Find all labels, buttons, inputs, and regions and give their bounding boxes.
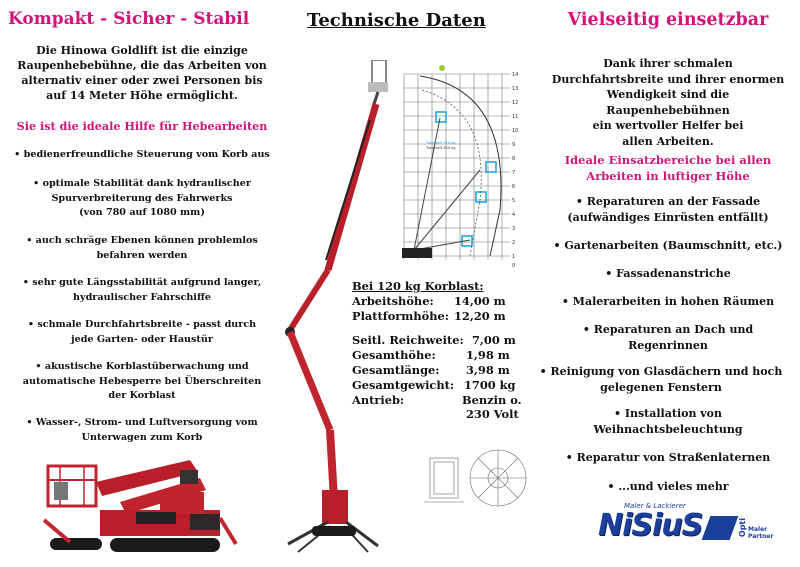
feature-bullet bbox=[8, 360, 276, 404]
bullet-line: (von 780 auf 1080 mm) bbox=[79, 207, 205, 218]
y-tick: 10 bbox=[512, 128, 519, 134]
spec-label: Gesamtgewicht: bbox=[352, 377, 455, 392]
bullet-line: • Reparatur von Straßenlaternen bbox=[565, 451, 771, 464]
spec-row bbox=[352, 294, 522, 309]
y-tick: 2 bbox=[512, 240, 516, 246]
feature-bullet bbox=[8, 318, 276, 347]
bullet-line: • Malerarbeiten in hohen Räumen bbox=[561, 295, 775, 308]
y-tick: 11 bbox=[512, 114, 519, 120]
folded-lift-photo bbox=[40, 452, 240, 558]
bullet-line: • akustische Korblastüberwachung und bbox=[35, 361, 249, 372]
right-intro bbox=[540, 56, 796, 149]
bullet-line: • sehr gute Längsstabilität aufgrund langer, bbox=[22, 277, 262, 288]
spec-value: 1700 kg bbox=[464, 377, 516, 392]
bullet-line: hydraulischer Fahrschiffe bbox=[73, 291, 211, 303]
y-tick: 0 bbox=[512, 263, 516, 269]
logo-name: NiSiuS bbox=[598, 508, 703, 543]
bullet-line: der Korblast bbox=[108, 390, 176, 401]
left-subhead: Sie ist die ideale Hilfe für Hebearbeiten bbox=[16, 119, 268, 133]
spec-row bbox=[352, 309, 522, 324]
use-bullet bbox=[540, 294, 796, 310]
spec-row bbox=[352, 393, 522, 408]
use-bullet bbox=[534, 238, 800, 254]
feature-bullet bbox=[8, 276, 276, 305]
bullet-line: • Reparaturen an Dach und bbox=[582, 323, 754, 336]
intro-line: Raupenhebebühnen bbox=[606, 103, 730, 117]
spec-value: Benzin o. bbox=[462, 392, 522, 407]
bullet-line: Unterwagen zum Korb bbox=[81, 431, 203, 443]
logo-tagline: Maler & Lackierer bbox=[624, 502, 686, 510]
use-bullet bbox=[540, 266, 796, 282]
spec-label: Seitl. Reichweite: bbox=[352, 333, 464, 348]
spec-value: 14,00 m bbox=[454, 293, 506, 308]
spec-label: Gesamtlänge: bbox=[352, 362, 440, 377]
y-tick: 4 bbox=[512, 212, 516, 218]
right-title: Vielseitig einsetzbar bbox=[567, 10, 769, 30]
use-bullet bbox=[540, 194, 796, 225]
bullet-line: • Reparaturen an der Fassade bbox=[575, 195, 761, 208]
use-bullet bbox=[540, 479, 796, 495]
y-tick: 3 bbox=[512, 226, 516, 232]
subhead-line: Ideale Einsatzbereiche bei allen bbox=[564, 153, 772, 167]
spec-label: Plattformhöhe: bbox=[352, 308, 449, 323]
spec-value: 230 Volt bbox=[466, 407, 519, 422]
feature-bullet bbox=[8, 234, 276, 263]
spec-heading: Bei 120 kg Korblast: bbox=[352, 279, 484, 293]
bullet-line: Regenrinnen bbox=[628, 338, 708, 352]
logo-opti2: Maler Partner bbox=[748, 526, 774, 540]
intro-line: auf 14 Meter Höhe ermöglicht. bbox=[46, 89, 238, 102]
y-tick: 7 bbox=[512, 170, 516, 176]
spec-value: 7,00 m bbox=[472, 333, 516, 348]
bullet-line: • schmale Durchfahrtsbreite - passt durch bbox=[27, 319, 257, 330]
spec-block bbox=[352, 279, 522, 422]
spec-label: Gesamthöhe: bbox=[352, 348, 436, 363]
legend-120: Tragkraft 120 kg bbox=[426, 141, 456, 145]
bullet-line: • ...und vieles mehr bbox=[607, 480, 729, 493]
logo-badge bbox=[702, 516, 739, 540]
spec-label: Antrieb: bbox=[352, 392, 405, 407]
y-tick: 14 bbox=[512, 72, 519, 78]
bullet-line: • Fassadenanstriche bbox=[605, 267, 731, 280]
spec-row bbox=[352, 363, 522, 378]
spec-value: 1,98 m bbox=[466, 348, 510, 363]
legend-200: Tragkraft 200 kg bbox=[426, 146, 456, 150]
intro-line: Dank ihrer schmalen bbox=[603, 57, 733, 70]
company-logo bbox=[598, 502, 798, 562]
use-bullet bbox=[540, 450, 796, 466]
bullet-line: • Installation von bbox=[613, 407, 723, 420]
intro-line: Die Hinowa Goldlift ist die einzige bbox=[36, 44, 248, 57]
y-tick: 13 bbox=[512, 86, 519, 92]
intro-line: Raupenhebebühne, die das Arbeiten von bbox=[17, 59, 267, 72]
right-subhead bbox=[540, 152, 796, 184]
feature-bullet bbox=[8, 177, 276, 221]
subhead-line: Arbeiten in luftiger Höhe bbox=[586, 169, 750, 183]
y-tick: 8 bbox=[512, 156, 516, 162]
use-bullet bbox=[540, 406, 796, 437]
intro-line: alternativ einer oder zwei Personen bis bbox=[21, 74, 263, 87]
bullet-line: • Wasser-, Strom- und Luftversorgung vom bbox=[26, 417, 258, 428]
use-bullet bbox=[526, 364, 796, 395]
left-intro bbox=[8, 43, 276, 103]
use-bullet bbox=[540, 322, 796, 353]
bullet-line: Spurverbreiterung des Fahrwerks bbox=[51, 192, 233, 204]
intro-line: Wendigkeit sind die bbox=[606, 88, 730, 101]
y-tick: 12 bbox=[512, 100, 519, 106]
spec-value: 3,98 m bbox=[466, 362, 510, 377]
bullet-line: • auch schräge Ebenen können problemlos bbox=[26, 235, 258, 246]
bullet-line: automatische Hebesperre bei Überschreiten bbox=[22, 375, 262, 387]
intro-line: ein wertvoller Helfer bei bbox=[592, 119, 744, 132]
bullet-line: befahren werden bbox=[96, 249, 188, 261]
spec-row bbox=[352, 407, 522, 422]
working-range-diagram bbox=[400, 60, 520, 270]
bullet-line: • Reinigung von Glasdächern und hoch bbox=[539, 365, 783, 378]
bullet-line: • Gartenarbeiten (Baumschnitt, etc.) bbox=[553, 239, 783, 252]
spec-label: Arbeitshöhe: bbox=[352, 293, 434, 308]
bullet-line: gelegenen Fenstern bbox=[600, 380, 722, 394]
logo-opti: Opti bbox=[738, 518, 747, 538]
bullet-line: Weihnachtsbeleuchtung bbox=[593, 422, 743, 436]
spec-value: 12,20 m bbox=[454, 308, 506, 323]
spec-row bbox=[352, 348, 522, 363]
bullet-line: jede Garten- oder Haustür bbox=[71, 333, 213, 345]
feature-bullet bbox=[8, 416, 276, 445]
bullet-line: • optimale Stabilität dank hydraulischer bbox=[33, 178, 251, 189]
y-tick: 9 bbox=[512, 142, 516, 148]
y-tick: 1 bbox=[512, 254, 516, 260]
y-tick: 6 bbox=[512, 184, 516, 190]
spec-row bbox=[352, 378, 522, 393]
spec-row bbox=[352, 333, 522, 348]
middle-title: Technische Daten bbox=[307, 10, 486, 31]
intro-line: Durchfahrtsbreite und ihrer enormen bbox=[551, 72, 785, 86]
bullet-line: • bedienerfreundliche Steuerung vom Korb aus bbox=[14, 149, 270, 160]
left-title: Kompakt - Sicher - Stabil bbox=[8, 9, 250, 29]
feature-bullet bbox=[8, 148, 276, 163]
bullet-line: (aufwändiges Einrüsten entfällt) bbox=[567, 210, 769, 224]
intro-line: allen Arbeiten. bbox=[622, 134, 714, 148]
y-tick: 5 bbox=[512, 198, 516, 204]
plan-view-drawing bbox=[420, 438, 530, 520]
